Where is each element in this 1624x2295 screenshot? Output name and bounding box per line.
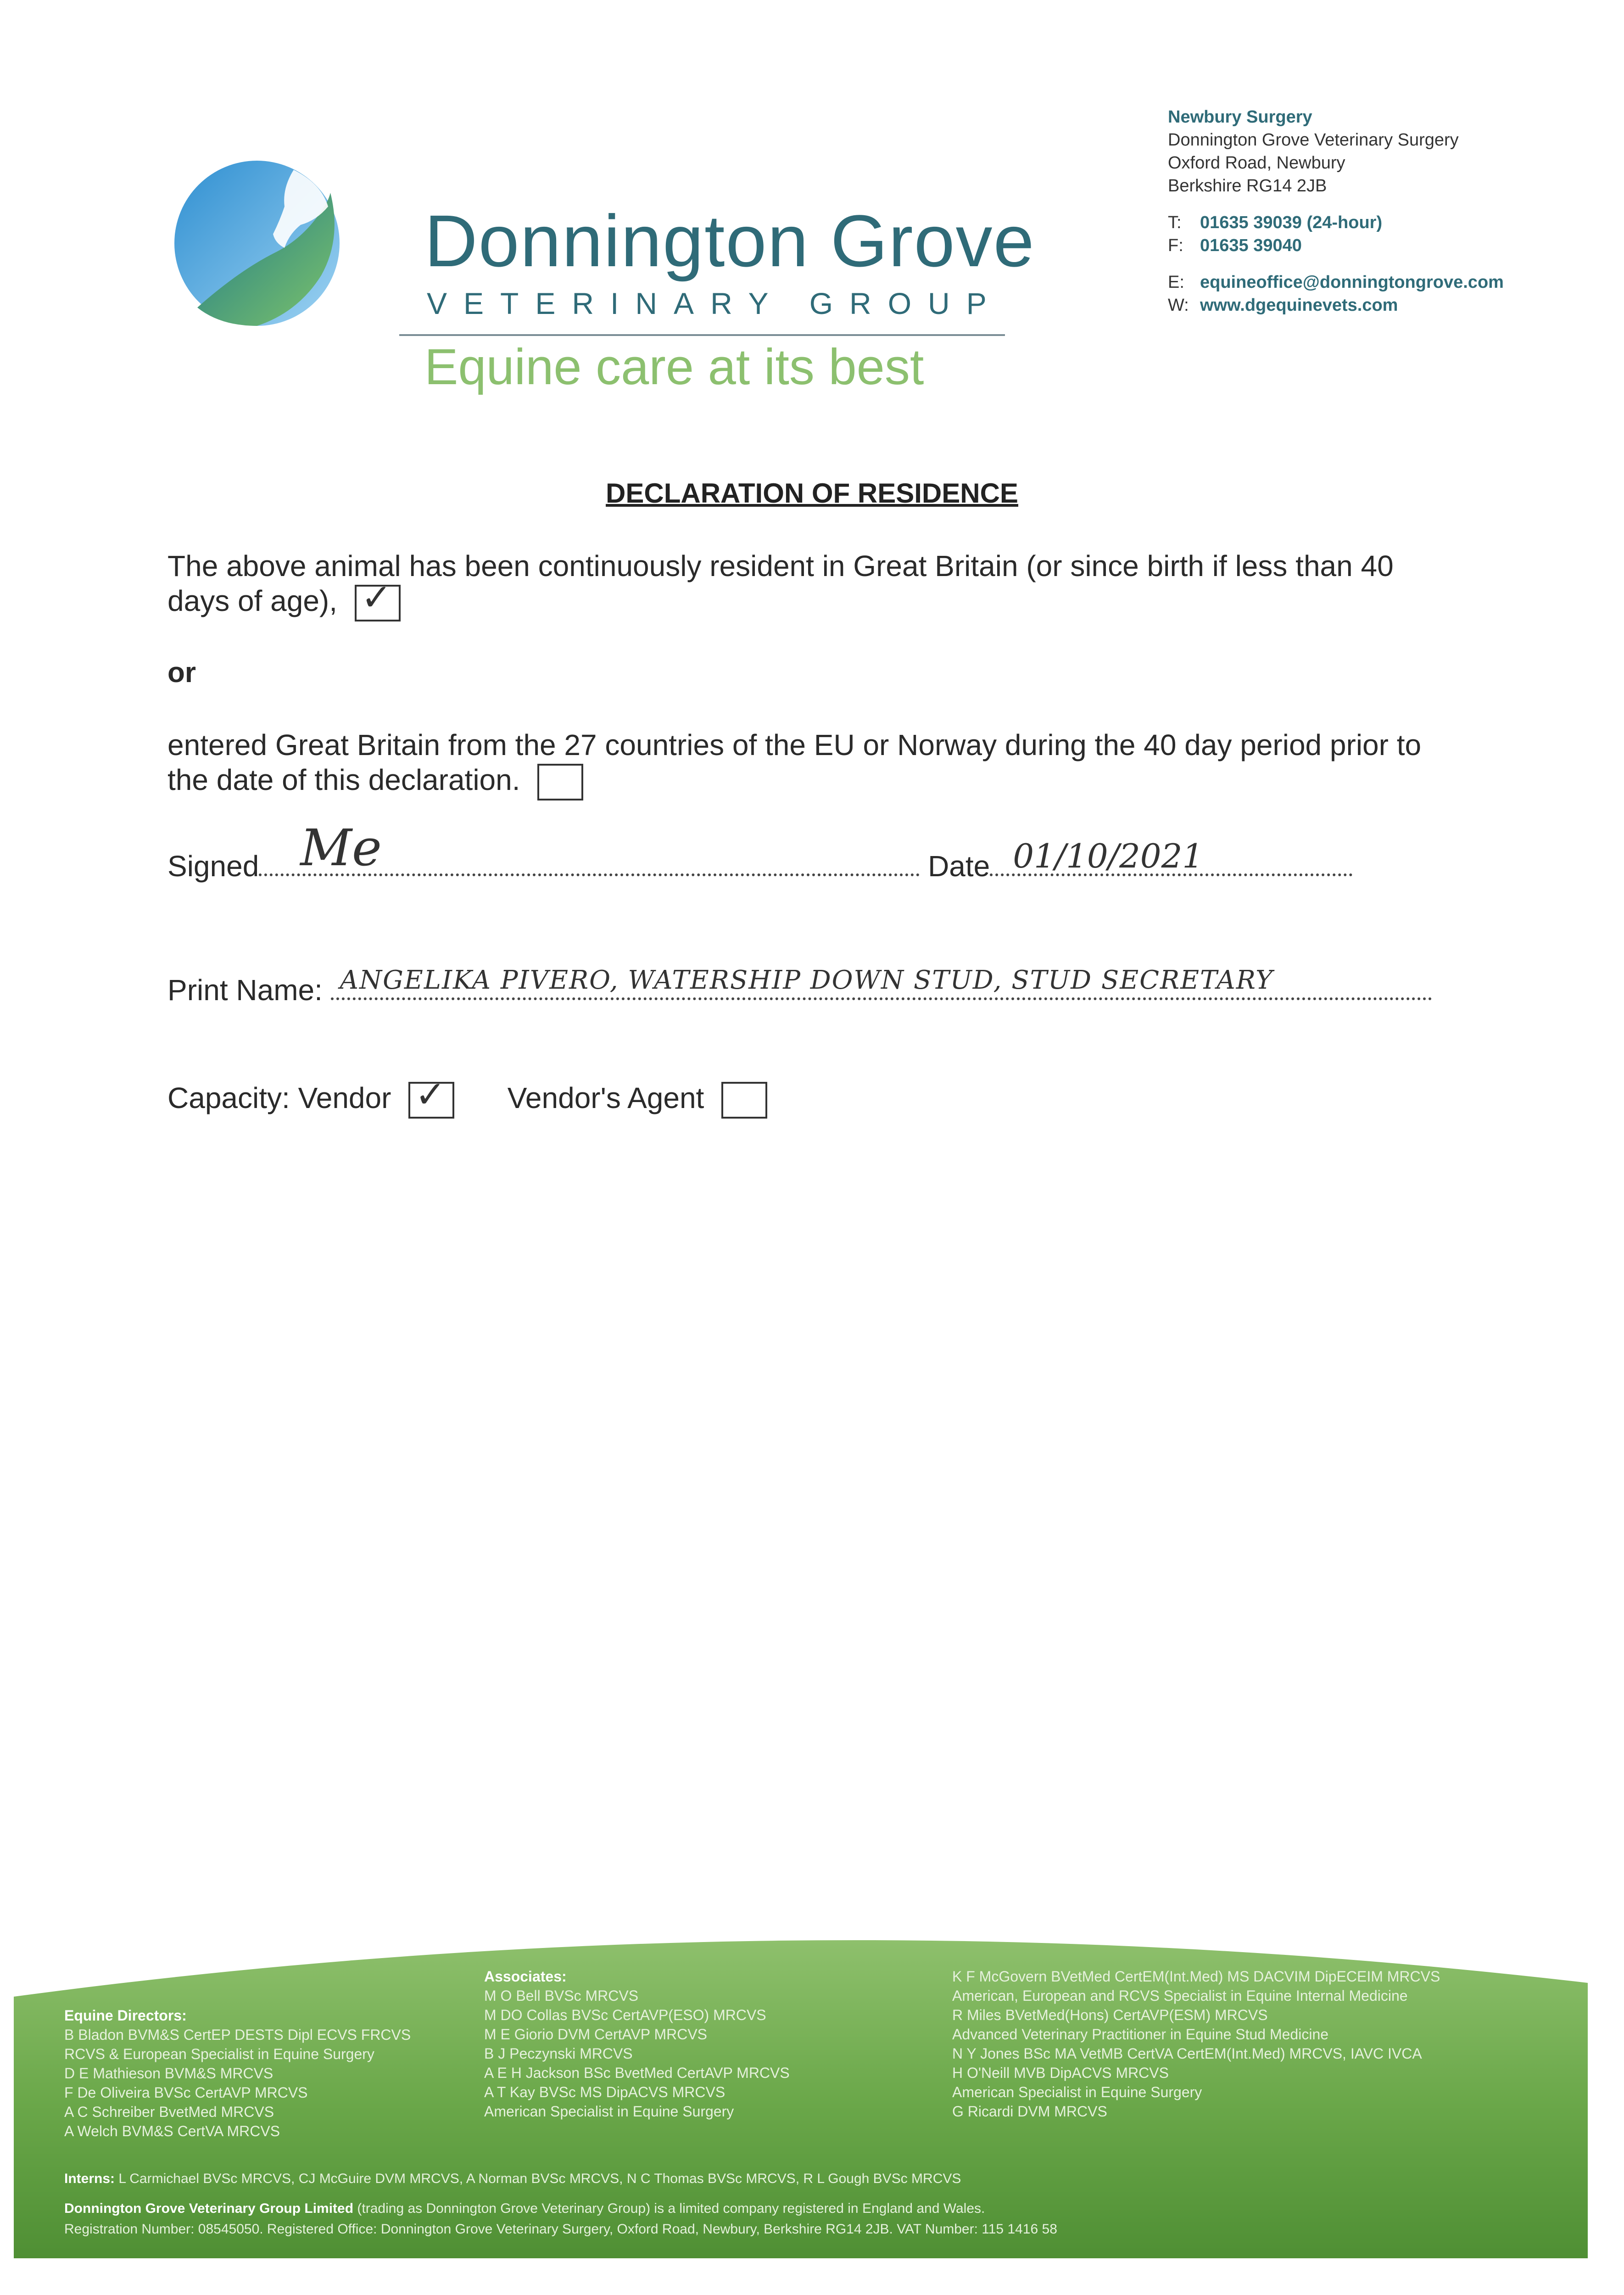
vendor-checkbox[interactable] <box>408 1073 454 1119</box>
footer-registration: Registration Number: 08545050. Registered Office: Donnington Grove Veterinary Surgery, Oxford Road, Newbury, Berkshire RG14 2JB. VAT Number: 115 1416 58 <box>64 2222 1057 2237</box>
associate-entry: American Specialist in Equine Surgery <box>484 2103 734 2120</box>
vet-entry: K F McGovern BVetMed CertEM(Int.Med) MS DACVIM DipECEIM MRCVS <box>952 1968 1440 1985</box>
residence-statement-text: The above animal has been continuously resident in Great Britain (or since birth if less than 40 days of age), <box>167 549 1394 617</box>
company-name: Donnington Grove Veterinary Group Limited <box>64 2201 354 2216</box>
vet-entry: American, European and RCVS Specialist in Equine Internal Medicine <box>952 1987 1408 2004</box>
associate-entry: A E H Jackson BSc BvetMed CertAVP MRCVS <box>484 2065 790 2081</box>
entered-checkbox[interactable] <box>537 764 583 800</box>
associates-heading: Associates: <box>484 1968 567 1985</box>
phone-label: T: <box>1168 213 1182 232</box>
web-link[interactable]: www.dgequinevets.com <box>1200 296 1398 315</box>
check-mark-icon: ✓ <box>415 1073 446 1116</box>
interns-list: L Carmichael BVSc MRCVS, CJ McGuire DVM MRCVS, A Norman BVSc MRCVS, N C Thomas BVSc MRCVS, R L Gough BVSc MRCVS <box>118 2171 961 2186</box>
directors-heading: Equine Directors: <box>64 2007 187 2024</box>
horse-head-logo <box>170 156 363 330</box>
fax-label: F: <box>1168 236 1183 255</box>
email-link[interactable]: equineoffice@donningtongrove.com <box>1200 273 1504 292</box>
brand-tagline: Equine care at its best <box>424 339 924 395</box>
contact-phone-row <box>1168 211 1504 234</box>
director-entry: D E Mathieson BVM&S MRCVS <box>64 2065 273 2082</box>
or-separator: or <box>167 657 196 688</box>
associate-entry: M E Giorio DVM CertAVP MRCVS <box>484 2026 708 2043</box>
brand-subtitle: VETERINARY GROUP <box>427 286 1003 320</box>
print-name-row <box>167 965 1443 1007</box>
director-entry: A Welch BVM&S CertVA MRCVS <box>64 2123 280 2139</box>
capacity-row <box>167 1073 1443 1119</box>
document-title: DECLARATION OF RESIDENCE <box>606 478 1018 509</box>
brand-name: Donnington Grove <box>424 200 1035 282</box>
web-label: W: <box>1168 296 1189 315</box>
footer-company <box>64 2201 985 2217</box>
footer-interns <box>64 2171 961 2187</box>
associate-entry: M O Bell BVSc MRCVS <box>484 1987 639 2004</box>
interns-label: Interns: <box>64 2171 115 2186</box>
contact-address-line: Donnington Grove Veterinary Surgery <box>1168 130 1459 150</box>
director-entry: RCVS & European Specialist in Equine Surgery <box>64 2046 374 2062</box>
capacity-vendor-label: Capacity: Vendor <box>167 1081 391 1114</box>
vet-entry: G Ricardi DVM MRCVS <box>952 2103 1107 2120</box>
contact-fax-row <box>1168 234 1504 257</box>
brand-divider <box>399 334 1005 336</box>
contact-heading: Newbury Surgery <box>1168 107 1312 127</box>
vendors-agent-checkbox[interactable] <box>721 1082 767 1119</box>
vet-entry: N Y Jones BSc MA VetMB CertVA CertEM(Int.Med) MRCVS, IAVC IVCA <box>952 2045 1422 2062</box>
director-entry: F De Oliveira BVSc CertAVP MRCVS <box>64 2084 308 2101</box>
resident-checkbox[interactable] <box>355 576 401 621</box>
date-field[interactable] <box>990 837 1352 876</box>
entry-statement <box>167 728 1443 800</box>
date-label: Date <box>928 850 990 883</box>
signature-handwriting: Me <box>300 818 382 877</box>
footer-associates <box>484 1967 790 2121</box>
residence-statement <box>167 549 1443 621</box>
contact-block <box>1168 106 1504 317</box>
footer-other-vets <box>952 1967 1440 2121</box>
entry-statement-text: entered Great Britain from the 27 countries of the EU or Norway during the 40 day period prior to the date of this declaration. <box>167 728 1422 796</box>
contact-address-line: Oxford Road, Newbury <box>1168 153 1345 173</box>
associate-entry: M DO Collas BVSc CertAVP(ESO) MRCVS <box>484 2007 766 2023</box>
email-label: E: <box>1168 273 1184 292</box>
date-handwriting: 01/10/2021 <box>1013 837 1204 875</box>
print-name-field[interactable] <box>331 965 1432 1000</box>
vet-entry: R Miles BVetMed(Hons) CertAVP(ESM) MRCVS <box>952 2007 1268 2023</box>
vet-entry: H O'Neill MVB DipACVS MRCVS <box>952 2065 1169 2081</box>
signature-row <box>167 818 1443 883</box>
associate-entry: B J Peczynski MRCVS <box>484 2045 633 2062</box>
vendors-agent-label: Vendor's Agent <box>507 1081 704 1114</box>
director-entry: A C Schreiber BvetMed MRCVS <box>64 2104 274 2120</box>
vet-entry: Advanced Veterinary Practitioner in Equine Stud Medicine <box>952 2026 1329 2043</box>
signature-field[interactable] <box>259 818 920 877</box>
check-mark-icon: ✓ <box>361 576 392 619</box>
print-name-label: Print Name: <box>167 974 323 1007</box>
fax-number: 01635 39040 <box>1200 236 1302 255</box>
footer-directors <box>64 2006 411 2141</box>
print-name-handwriting: ANGELIKA PIVERO, WATERSHIP DOWN STUD, STUD SECRETARY <box>340 965 1274 995</box>
contact-address-line: Berkshire RG14 2JB <box>1168 176 1327 196</box>
phone-number[interactable]: 01635 39039 (24-hour) <box>1200 213 1383 232</box>
company-text: (trading as Donnington Grove Veterinary Group) is a limited company registered in England and Wales. <box>357 2201 985 2216</box>
associate-entry: A T Kay BVSc MS DipACVS MRCVS <box>484 2084 725 2100</box>
director-entry: B Bladon BVM&S CertEP DESTS Dipl ECVS FRCVS <box>64 2026 411 2043</box>
contact-email-row <box>1168 271 1504 294</box>
signed-label: Signed <box>167 850 259 883</box>
vet-entry: American Specialist in Equine Surgery <box>952 2084 1202 2100</box>
contact-web-row <box>1168 294 1504 317</box>
